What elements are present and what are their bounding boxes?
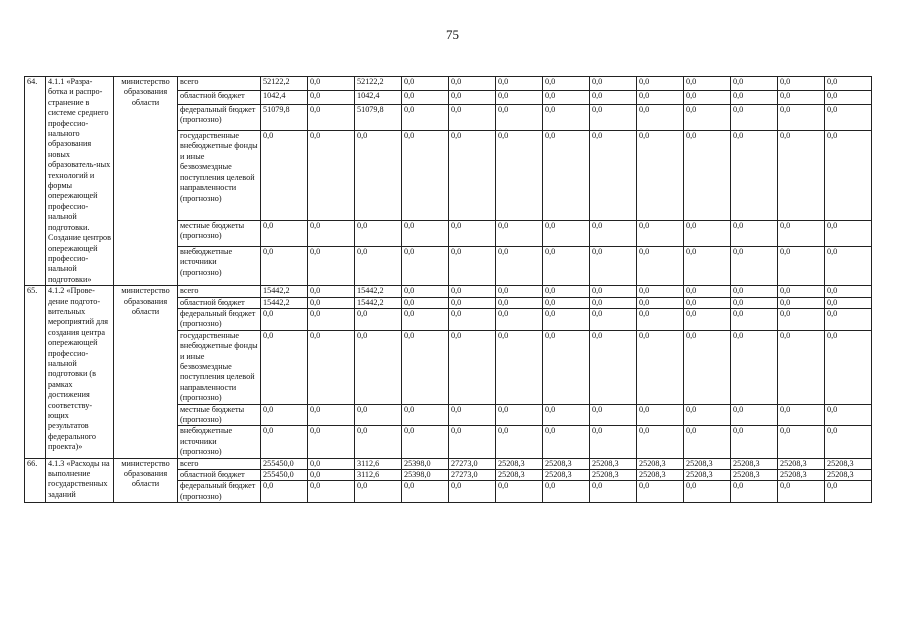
amount-cell: 0,0 — [590, 90, 637, 104]
amount-cell: 0,0 — [308, 247, 355, 286]
amount-cell: 0,0 — [261, 308, 308, 330]
amount-cell: 0,0 — [590, 404, 637, 426]
amount-cell: 0,0 — [825, 297, 872, 308]
amount-cell: 25208,3 — [543, 458, 590, 469]
amount-cell: 0,0 — [402, 286, 449, 297]
amount-cell: 0,0 — [731, 330, 778, 404]
amount-cell: 25208,3 — [637, 470, 684, 481]
amount-cell: 0,0 — [355, 308, 402, 330]
amount-cell: 0,0 — [261, 330, 308, 404]
row-number: 66. — [25, 458, 46, 503]
amount-cell: 25398,0 — [402, 470, 449, 481]
budget-table-body — [25, 77, 872, 503]
amount-cell: 0,0 — [543, 77, 590, 91]
amount-cell: 25208,3 — [637, 458, 684, 469]
table-row — [25, 286, 872, 297]
amount-cell: 0,0 — [355, 220, 402, 246]
amount-cell: 0,0 — [590, 286, 637, 297]
amount-cell: 51079,8 — [261, 104, 308, 130]
amount-cell: 0,0 — [543, 286, 590, 297]
amount-cell: 51079,8 — [355, 104, 402, 130]
amount-cell: 0,0 — [308, 404, 355, 426]
amount-cell: 0,0 — [778, 330, 825, 404]
amount-cell: 0,0 — [684, 481, 731, 503]
amount-cell: 0,0 — [778, 481, 825, 503]
amount-cell: 0,0 — [731, 247, 778, 286]
amount-cell: 0,0 — [261, 481, 308, 503]
amount-cell: 25208,3 — [778, 470, 825, 481]
amount-cell: 0,0 — [543, 220, 590, 246]
amount-cell: 0,0 — [496, 481, 543, 503]
amount-cell: 0,0 — [825, 404, 872, 426]
amount-cell: 0,0 — [731, 426, 778, 458]
amount-cell: 0,0 — [543, 404, 590, 426]
amount-cell: 0,0 — [731, 286, 778, 297]
amount-cell: 27273,0 — [449, 470, 496, 481]
amount-cell: 0,0 — [590, 481, 637, 503]
page-number: 75 — [446, 27, 459, 42]
amount-cell: 0,0 — [308, 90, 355, 104]
amount-cell: 0,0 — [308, 104, 355, 130]
amount-cell: 0,0 — [684, 426, 731, 458]
amount-cell: 0,0 — [402, 220, 449, 246]
amount-cell: 52122,2 — [261, 77, 308, 91]
measure-title: 4.1.2 «Прове-дение подгото-вительных мероприятий для создания центра опережающей профессио-нальной подготовки (в рамках достижения соответству-ющих результатов федерального проекта)» — [46, 286, 114, 459]
amount-cell: 0,0 — [825, 308, 872, 330]
amount-cell: 0,0 — [684, 131, 731, 221]
amount-cell: 0,0 — [496, 286, 543, 297]
amount-cell: 0,0 — [825, 220, 872, 246]
amount-cell: 255450,0 — [261, 458, 308, 469]
amount-cell: 25208,3 — [825, 458, 872, 469]
amount-cell: 0,0 — [308, 426, 355, 458]
amount-cell: 0,0 — [637, 404, 684, 426]
row-number: 64. — [25, 77, 46, 286]
amount-cell: 0,0 — [496, 297, 543, 308]
amount-cell: 0,0 — [637, 131, 684, 221]
funding-source: федеральный бюджет (прогнозно) — [178, 104, 261, 130]
amount-cell: 3112,6 — [355, 458, 402, 469]
amount-cell: 0,0 — [449, 297, 496, 308]
amount-cell: 0,0 — [496, 247, 543, 286]
amount-cell: 0,0 — [825, 247, 872, 286]
amount-cell: 0,0 — [684, 286, 731, 297]
amount-cell: 0,0 — [637, 77, 684, 91]
amount-cell: 25208,3 — [590, 458, 637, 469]
amount-cell: 0,0 — [731, 404, 778, 426]
amount-cell: 0,0 — [261, 426, 308, 458]
amount-cell: 0,0 — [308, 297, 355, 308]
funding-source: местные бюджеты (прогнозно) — [178, 404, 261, 426]
amount-cell: 0,0 — [402, 77, 449, 91]
amount-cell: 0,0 — [825, 104, 872, 130]
funding-source: областной бюджет — [178, 470, 261, 481]
amount-cell: 1042,4 — [261, 90, 308, 104]
amount-cell: 52122,2 — [355, 77, 402, 91]
amount-cell: 0,0 — [496, 404, 543, 426]
amount-cell: 25208,3 — [496, 458, 543, 469]
amount-cell: 0,0 — [778, 297, 825, 308]
amount-cell: 0,0 — [778, 131, 825, 221]
amount-cell: 0,0 — [496, 90, 543, 104]
amount-cell: 25208,3 — [590, 470, 637, 481]
amount-cell: 25208,3 — [543, 470, 590, 481]
amount-cell: 0,0 — [308, 308, 355, 330]
amount-cell: 0,0 — [637, 297, 684, 308]
amount-cell: 0,0 — [543, 308, 590, 330]
funding-source: местные бюджеты (прогнозно) — [178, 220, 261, 246]
amount-cell: 0,0 — [637, 481, 684, 503]
amount-cell: 0,0 — [778, 404, 825, 426]
responsible-executor: министерство образования области — [114, 77, 178, 286]
amount-cell: 25208,3 — [496, 470, 543, 481]
amount-cell: 0,0 — [543, 131, 590, 221]
funding-source: областной бюджет — [178, 297, 261, 308]
amount-cell: 15442,2 — [355, 286, 402, 297]
amount-cell: 0,0 — [355, 131, 402, 221]
amount-cell: 25208,3 — [684, 458, 731, 469]
amount-cell: 0,0 — [778, 104, 825, 130]
table-row — [25, 77, 872, 91]
amount-cell: 0,0 — [590, 330, 637, 404]
amount-cell: 0,0 — [637, 426, 684, 458]
funding-source: всего — [178, 77, 261, 91]
amount-cell: 15442,2 — [261, 286, 308, 297]
amount-cell: 0,0 — [402, 404, 449, 426]
amount-cell: 0,0 — [308, 470, 355, 481]
amount-cell: 255450,0 — [261, 470, 308, 481]
amount-cell: 0,0 — [308, 220, 355, 246]
amount-cell: 0,0 — [684, 330, 731, 404]
amount-cell: 0,0 — [355, 426, 402, 458]
amount-cell: 0,0 — [449, 481, 496, 503]
amount-cell: 0,0 — [590, 297, 637, 308]
funding-source: федеральный бюджет (прогнозно) — [178, 308, 261, 330]
amount-cell: 0,0 — [590, 104, 637, 130]
amount-cell: 0,0 — [684, 404, 731, 426]
amount-cell: 0,0 — [496, 220, 543, 246]
amount-cell: 0,0 — [731, 220, 778, 246]
amount-cell: 0,0 — [355, 247, 402, 286]
amount-cell: 25208,3 — [778, 458, 825, 469]
amount-cell: 25398,0 — [402, 458, 449, 469]
amount-cell: 0,0 — [543, 297, 590, 308]
amount-cell: 0,0 — [637, 220, 684, 246]
amount-cell: 0,0 — [449, 220, 496, 246]
amount-cell: 0,0 — [308, 481, 355, 503]
amount-cell: 0,0 — [731, 308, 778, 330]
table-row — [25, 458, 872, 469]
amount-cell: 0,0 — [731, 90, 778, 104]
amount-cell: 0,0 — [496, 77, 543, 91]
amount-cell: 0,0 — [543, 247, 590, 286]
row-number: 65. — [25, 286, 46, 459]
amount-cell: 15442,2 — [261, 297, 308, 308]
responsible-executor: министерство образования области — [114, 458, 178, 503]
amount-cell: 25208,3 — [825, 470, 872, 481]
amount-cell: 0,0 — [308, 131, 355, 221]
amount-cell: 0,0 — [402, 131, 449, 221]
amount-cell: 0,0 — [825, 286, 872, 297]
amount-cell: 25208,3 — [684, 470, 731, 481]
amount-cell: 0,0 — [496, 308, 543, 330]
amount-cell: 0,0 — [543, 426, 590, 458]
amount-cell: 0,0 — [590, 220, 637, 246]
amount-cell: 1042,4 — [355, 90, 402, 104]
amount-cell: 0,0 — [449, 308, 496, 330]
amount-cell: 0,0 — [261, 131, 308, 221]
amount-cell: 0,0 — [825, 77, 872, 91]
amount-cell: 0,0 — [355, 330, 402, 404]
amount-cell: 0,0 — [684, 90, 731, 104]
amount-cell: 0,0 — [731, 77, 778, 91]
funding-source: государственные внебюджетные фонды и иные безвозмездные поступления целевой направленности (прогнозно) — [178, 330, 261, 404]
amount-cell: 0,0 — [825, 481, 872, 503]
funding-source: всего — [178, 286, 261, 297]
amount-cell: 0,0 — [355, 481, 402, 503]
amount-cell: 0,0 — [684, 220, 731, 246]
amount-cell: 0,0 — [778, 247, 825, 286]
amount-cell: 0,0 — [590, 308, 637, 330]
amount-cell: 0,0 — [637, 90, 684, 104]
amount-cell: 0,0 — [402, 297, 449, 308]
amount-cell: 0,0 — [778, 286, 825, 297]
amount-cell: 0,0 — [778, 220, 825, 246]
amount-cell: 0,0 — [355, 404, 402, 426]
amount-cell: 0,0 — [496, 131, 543, 221]
amount-cell: 0,0 — [449, 77, 496, 91]
amount-cell: 0,0 — [731, 297, 778, 308]
amount-cell: 0,0 — [637, 247, 684, 286]
amount-cell: 0,0 — [402, 247, 449, 286]
amount-cell: 0,0 — [543, 104, 590, 130]
amount-cell: 0,0 — [402, 330, 449, 404]
amount-cell: 0,0 — [402, 90, 449, 104]
amount-cell: 0,0 — [590, 131, 637, 221]
amount-cell: 0,0 — [449, 247, 496, 286]
amount-cell: 25208,3 — [731, 470, 778, 481]
amount-cell: 0,0 — [449, 104, 496, 130]
amount-cell: 0,0 — [731, 131, 778, 221]
amount-cell: 0,0 — [543, 90, 590, 104]
measure-title: 4.1.3 «Расходы на выполнение государственных заданий — [46, 458, 114, 503]
amount-cell: 0,0 — [778, 308, 825, 330]
amount-cell: 0,0 — [684, 104, 731, 130]
amount-cell: 15442,2 — [355, 297, 402, 308]
responsible-executor: министерство образования области — [114, 286, 178, 459]
amount-cell: 0,0 — [496, 330, 543, 404]
funding-source: областной бюджет — [178, 90, 261, 104]
amount-cell: 0,0 — [496, 426, 543, 458]
amount-cell: 0,0 — [825, 426, 872, 458]
amount-cell: 0,0 — [449, 404, 496, 426]
amount-cell: 0,0 — [449, 90, 496, 104]
amount-cell: 0,0 — [402, 104, 449, 130]
funding-source: внебюджетные источники (прогнозно) — [178, 247, 261, 286]
amount-cell: 0,0 — [261, 404, 308, 426]
amount-cell: 0,0 — [449, 286, 496, 297]
amount-cell: 0,0 — [684, 77, 731, 91]
funding-source: федеральный бюджет (прогнозно) — [178, 481, 261, 503]
amount-cell: 0,0 — [778, 90, 825, 104]
amount-cell: 0,0 — [590, 77, 637, 91]
funding-source: внебюджетные источники (прогнозно) — [178, 426, 261, 458]
amount-cell: 0,0 — [637, 104, 684, 130]
amount-cell: 25208,3 — [731, 458, 778, 469]
amount-cell: 27273,0 — [449, 458, 496, 469]
amount-cell: 0,0 — [590, 426, 637, 458]
amount-cell: 0,0 — [402, 481, 449, 503]
amount-cell: 0,0 — [496, 104, 543, 130]
amount-cell: 0,0 — [449, 131, 496, 221]
amount-cell: 0,0 — [308, 330, 355, 404]
amount-cell: 0,0 — [308, 286, 355, 297]
amount-cell: 0,0 — [825, 90, 872, 104]
amount-cell: 3112,6 — [355, 470, 402, 481]
amount-cell: 0,0 — [543, 330, 590, 404]
amount-cell: 0,0 — [449, 330, 496, 404]
budget-table — [24, 76, 872, 503]
amount-cell: 0,0 — [731, 104, 778, 130]
amount-cell: 0,0 — [684, 247, 731, 286]
amount-cell: 0,0 — [825, 131, 872, 221]
funding-source: государственные внебюджетные фонды и иные безвозмездные поступления целевой направленности (прогнозно) — [178, 131, 261, 221]
amount-cell: 0,0 — [261, 220, 308, 246]
amount-cell: 0,0 — [684, 297, 731, 308]
amount-cell: 0,0 — [637, 330, 684, 404]
amount-cell: 0,0 — [778, 77, 825, 91]
amount-cell: 0,0 — [825, 330, 872, 404]
amount-cell: 0,0 — [308, 458, 355, 469]
amount-cell: 0,0 — [684, 308, 731, 330]
measure-title: 4.1.1 «Разра-ботка и распро-странение в системе среднего профессио-нального образования новых образователь-ных технологий и формы опережающей профессио-нальной подготовки. Создание центров опережающей профессио-нальной подготовки» — [46, 77, 114, 286]
amount-cell: 0,0 — [261, 247, 308, 286]
amount-cell: 0,0 — [543, 481, 590, 503]
amount-cell: 0,0 — [778, 426, 825, 458]
funding-source: всего — [178, 458, 261, 469]
amount-cell: 0,0 — [402, 426, 449, 458]
amount-cell: 0,0 — [731, 481, 778, 503]
amount-cell: 0,0 — [308, 77, 355, 91]
amount-cell: 0,0 — [449, 426, 496, 458]
amount-cell: 0,0 — [637, 286, 684, 297]
amount-cell: 0,0 — [637, 308, 684, 330]
amount-cell: 0,0 — [402, 308, 449, 330]
amount-cell: 0,0 — [590, 247, 637, 286]
